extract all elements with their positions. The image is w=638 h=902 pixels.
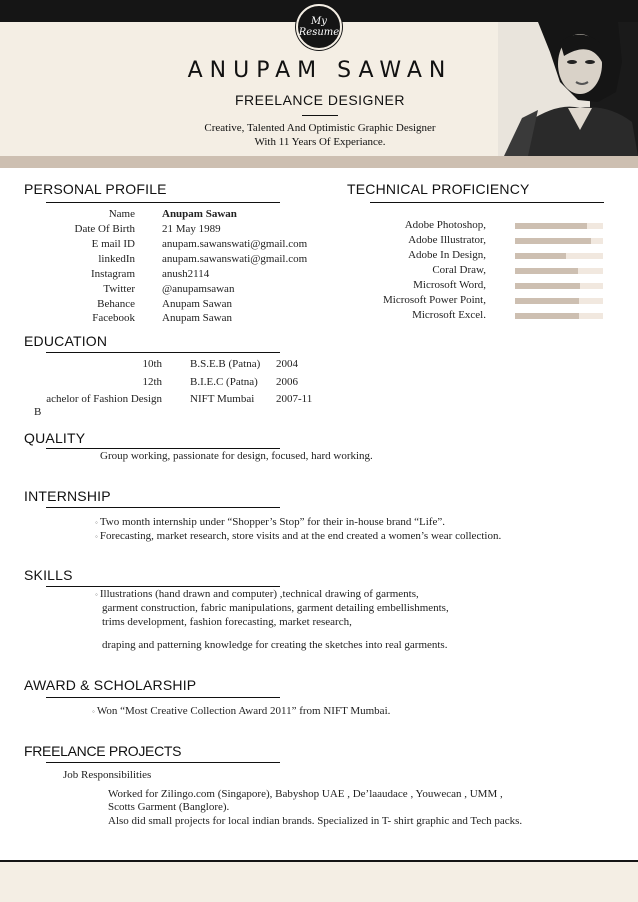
technical-proficiency-underline bbox=[370, 202, 604, 203]
logo-line2: Resume bbox=[298, 27, 340, 38]
quality-heading: QUALITY bbox=[24, 430, 86, 446]
internship-item bbox=[95, 516, 445, 528]
tech-skill-label: Microsoft Power Point, bbox=[383, 294, 486, 306]
my-resume-logo bbox=[296, 4, 342, 50]
personal-profile-heading: PERSONAL PROFILE bbox=[24, 181, 167, 197]
award-text: Won “Most Creative Collection Award 2011” from NIFT Mumbai. bbox=[96, 705, 391, 717]
tagline-line2: With 11 Years Of Experiance. bbox=[254, 136, 386, 148]
profile-label: linkedIn bbox=[98, 253, 135, 265]
profile-label: Behance bbox=[97, 298, 135, 310]
tech-skill-bar bbox=[515, 223, 603, 229]
personal-profile-underline bbox=[46, 202, 280, 203]
header-strip bbox=[0, 156, 638, 168]
tech-skill-label: Microsoft Excel. bbox=[412, 309, 486, 321]
education-board: NIFT Mumbai bbox=[190, 393, 255, 405]
tech-skill-bar-fill bbox=[515, 223, 587, 229]
profile-value: anush2114 bbox=[162, 268, 210, 280]
skills-line bbox=[95, 588, 419, 600]
freelance-line: Worked for Zilingo.com (Singapore), Babyshop UAE , De’laaudace , Youwecan , UMM , bbox=[108, 788, 503, 800]
award-heading: AWARD & SCHOLARSHIP bbox=[24, 677, 197, 693]
tech-skill-bar-fill bbox=[515, 313, 579, 319]
profile-value: anupam.sawanswati@gmail.com bbox=[162, 238, 308, 250]
tech-skill-bar-fill bbox=[515, 253, 566, 259]
bullet-icon: ◦ bbox=[95, 590, 100, 599]
internship-item-text: Forecasting, market research, store visits and at the end created a women’s wear collection. bbox=[99, 530, 502, 542]
tagline bbox=[150, 121, 490, 149]
education-year: 2007-11 bbox=[276, 393, 313, 405]
quality-underline bbox=[46, 448, 280, 449]
internship-item bbox=[95, 530, 501, 542]
profile-label: Facebook bbox=[92, 312, 135, 324]
tech-skill-bar-fill bbox=[515, 298, 579, 304]
tech-skill-bar bbox=[515, 298, 603, 304]
education-underline bbox=[46, 352, 280, 353]
education-year: 2004 bbox=[276, 358, 298, 370]
tech-skill-bar-fill bbox=[515, 238, 591, 244]
tech-skill-bar bbox=[515, 238, 603, 244]
profile-value: 21 May 1989 bbox=[162, 223, 221, 235]
job-title: FREELANCE DESIGNER bbox=[234, 92, 406, 108]
tech-skill-bar-fill bbox=[515, 268, 578, 274]
technical-proficiency-heading: TECHNICAL PROFICIENCY bbox=[347, 181, 530, 197]
logo-line1: My bbox=[311, 16, 327, 27]
education-degree-wrap: B bbox=[34, 406, 42, 418]
profile-value: Anupam Sawan bbox=[162, 312, 232, 324]
education-heading: EDUCATION bbox=[24, 333, 108, 349]
tech-skill-label: Adobe Illustrator, bbox=[408, 234, 486, 246]
education-degree: 12th bbox=[142, 376, 162, 388]
profile-label: Name bbox=[108, 208, 135, 220]
skills-heading: SKILLS bbox=[24, 567, 73, 583]
profile-value: Anupam Sawan bbox=[162, 298, 232, 310]
tech-skill-label: Microsoft Word, bbox=[413, 279, 486, 291]
skills-line: garment construction, fabric manipulations, garment detailing embellishments, bbox=[102, 602, 449, 614]
tech-skill-bar bbox=[515, 253, 603, 259]
award-item bbox=[92, 705, 390, 717]
tagline-line1: Creative, Talented And Optimistic Graphic Designer bbox=[204, 122, 436, 134]
profile-value: @anupamsawan bbox=[162, 283, 235, 295]
profile-value: anupam.sawanswati@gmail.com bbox=[162, 253, 308, 265]
profile-label: E mail ID bbox=[91, 238, 135, 250]
skills-line: draping and patterning knowledge for creating the sketches into real garments. bbox=[102, 639, 448, 651]
freelance-subheading: Job Responsibilities bbox=[63, 769, 152, 781]
internship-heading: INTERNSHIP bbox=[24, 488, 111, 504]
freelance-underline bbox=[46, 762, 280, 763]
title-underline bbox=[302, 115, 338, 116]
footer-band bbox=[0, 860, 638, 902]
freelance-line: Scotts Garment (Banglore). bbox=[108, 801, 230, 813]
education-year: 2006 bbox=[276, 376, 298, 388]
skills-line-text: Illustrations (hand drawn and computer) ,technical drawing of garments, bbox=[99, 588, 419, 600]
profile-label: Twitter bbox=[103, 283, 135, 295]
candidate-name: ANUPAM SAWAN bbox=[187, 58, 453, 83]
tech-skill-label: Coral Draw, bbox=[432, 264, 486, 276]
profile-label: Instagram bbox=[91, 268, 135, 280]
bullet-icon: ◦ bbox=[92, 707, 97, 716]
internship-underline bbox=[46, 507, 280, 508]
profile-label: Date Of Birth bbox=[74, 223, 135, 235]
profile-value: Anupam Sawan bbox=[162, 208, 237, 220]
freelance-heading: FREELANCE PROJECTS bbox=[24, 743, 182, 759]
education-degree: achelor of Fashion Design bbox=[46, 393, 162, 405]
award-underline bbox=[46, 697, 280, 698]
skills-underline bbox=[46, 586, 280, 587]
tech-skill-bar-fill bbox=[515, 283, 580, 289]
tech-skill-bar bbox=[515, 268, 603, 274]
profile-photo bbox=[498, 22, 638, 156]
tech-skill-bar bbox=[515, 283, 603, 289]
tech-skill-bar bbox=[515, 313, 603, 319]
bullet-icon: ◦ bbox=[95, 518, 100, 527]
bullet-icon: ◦ bbox=[95, 532, 100, 541]
education-board: B.I.E.C (Patna) bbox=[190, 376, 258, 388]
education-degree: 10th bbox=[142, 358, 162, 370]
tech-skill-label: Adobe In Design, bbox=[408, 249, 486, 261]
internship-item-text: Two month internship under “Shopper’s Stop” for their in-house brand “Life”. bbox=[99, 516, 445, 528]
education-board: B.S.E.B (Patna) bbox=[190, 358, 261, 370]
quality-text: Group working, passionate for design, focused, hard working. bbox=[100, 450, 373, 462]
skills-line: trims development, fashion forecasting, market research, bbox=[102, 616, 352, 628]
freelance-line: Also did small projects for local indian brands. Specialized in T- shirt graphic and Tech packs. bbox=[108, 815, 523, 827]
tech-skill-label: Adobe Photoshop, bbox=[404, 219, 486, 231]
